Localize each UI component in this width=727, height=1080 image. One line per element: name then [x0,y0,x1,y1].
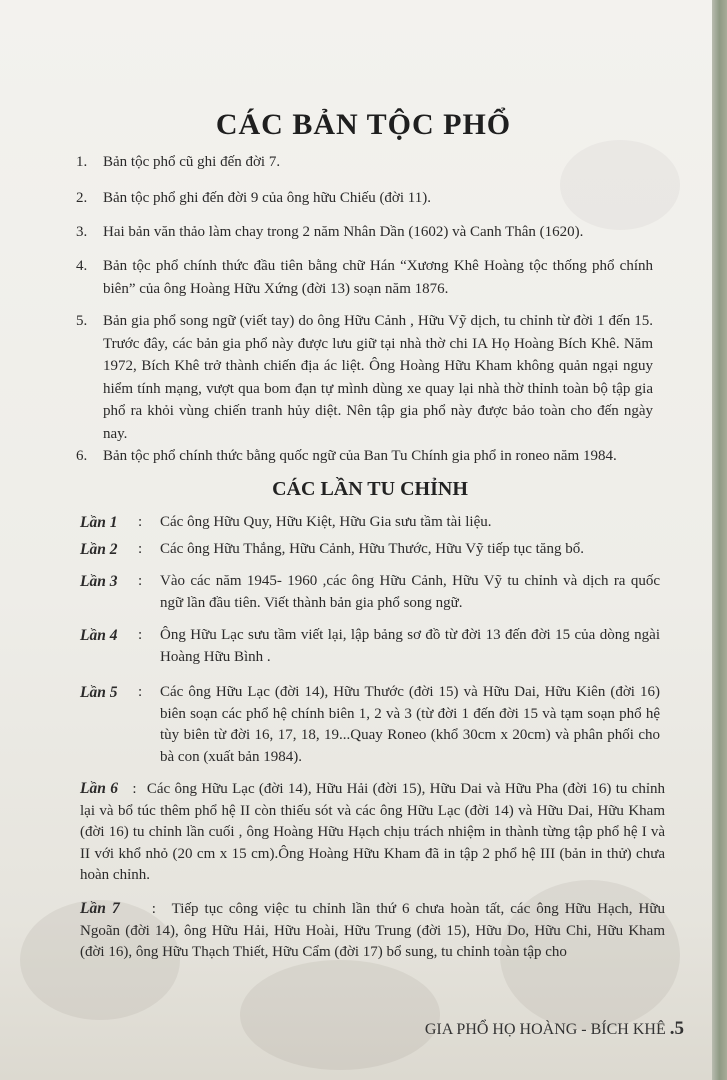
item-number: 3. [76,224,88,240]
revision-paragraph [80,898,665,964]
revision-separator: : [138,541,143,557]
revision-text: Các ông Hữu Lạc (đời 14), Hữu Hải (đời 15), Hữu Dai và Hữu Pha (đời 16) tu chỉnh lại và bổ túc thêm phổ hệ II còn thiếu sót và các ông Hữu Lạc (đời 14) và Hữu Dai, Hữu Kham (đời 16) tu chỉnh lần cuối , ông Hoàng Hữu Hạch chịu trách nhiệm in thành từng tập phổ hệ I và II với khổ nhỏ (20 cm x 15 cm).Ông Hoàng Hữu Kham đã in tập 2 phổ hệ III (bản in thử) chưa hoàn chỉnh. [80,781,666,883]
revision-text: Các ông Hữu Thắng, Hữu Cảnh, Hữu Thước, Hữu Vỹ tiếp tục tăng bổ. [160,541,584,557]
item-text: Hai bản văn thảo làm chay trong 2 năm Nhân Dần (1602) và Canh Thân (1620). [103,224,584,240]
revision-label: Lần 7 [80,900,120,917]
item-text: Bản tộc phổ chính thức đầu tiên bằng chữ Hán “Xương Khê Hoàng tộc thống phổ chính biên” của ông Hoàng Hữu Xứng (đời 13) soạn năm 1876. [103,258,653,297]
paper-stain [240,960,440,1070]
revision-text: Các ông Hữu Quy, Hữu Kiệt, Hữu Gia sưu tầm tài liệu. [160,514,492,530]
item-text: Bản gia phổ song ngữ (viết tay) do ông Hữu Cảnh , Hữu Vỹ dịch, tu chỉnh từ đời 1 đến 15. Trước đây, các bản gia phổ này được lưu giữ tại nhà thờ chi IA Họ Hoàng Bích Khê. Năm 1972, Bích Khê trở thành chiến địa ác liệt. Ông Hoàng Hữu Kham không quản ngại nguy hiểm tính mạng, vượt qua bom đạn tự mình dùng xe quay lại nhà thờ thỉnh toàn bộ tập gia phổ ra khỏi vùng chiến tranh hủy diệt. Nên tập gia phổ này được bảo toàn cho đến ngày nay. [103,313,653,442]
revision-entry [80,898,665,964]
item-text: Bản tộc phổ ghi đến đời 9 của ông hữu Chiếu (đời 11). [103,190,431,206]
footer-text: GIA PHỔ HỌ HOÀNG - BÍCH KHÊ [424,1021,666,1038]
item-text: Bản tộc phổ chính thức bằng quốc ngữ của Ban Tu Chính gia phổ in roneo năm 1984. [103,448,617,464]
revision-separator: : [138,514,143,530]
revision-label: Lần 5 [80,684,118,701]
revision-text: Tiếp tục công việc tu chỉnh lần thứ 6 chưa hoàn tất, các ông Hữu Hạch, Hữu Ngoãn (đời 14), ông Hữu Hải, Hữu Hoài, Hữu Trung (đời 15), Hữu Do, Hữu Chi, Hữu Kham (đời 16), ông Hữu Thạch Thiết, Hữu Cẩm (đời 17) bổ sung, tu chỉnh toàn tập cho [80,901,665,960]
revision-text: Vào các năm 1945- 1960 ,các ông Hữu Cảnh, Hữu Vỹ tu chỉnh và dịch ra quốc ngữ lần đầu tiên. Viết thành bản gia phổ song ngữ. [160,573,660,611]
item-number: 6. [76,448,88,464]
revision-separator: : [138,627,143,643]
item-number: 5. [76,313,88,329]
item-text: Bản tộc phổ cũ ghi đến đời 7. [103,154,281,170]
revision-label: Lần 1 [80,514,118,531]
page-title: CÁC BẢN TỘC PHỔ [215,108,512,141]
page-edge [712,0,727,1080]
page-footer [425,1018,684,1040]
section-subtitle: CÁC LẦN TU CHỈNH [272,478,468,500]
item-number: 4. [76,258,88,274]
item-number: 1. [76,154,88,170]
revision-separator: : [138,684,143,700]
revision-entry [80,778,665,887]
revision-separator: : [132,781,137,797]
revision-label: Lần 2 [80,541,118,558]
revision-separator: : [151,901,156,917]
revision-label: Lần 4 [80,627,118,644]
revision-text: Ông Hữu Lạc sưu tầm viết lại, lập bảng sơ đồ từ đời 13 đến đời 15 của dòng ngài Hoàng Hữu Bình . [160,627,660,665]
revision-paragraph [80,778,665,887]
revision-separator: : [138,573,143,589]
revision-text: Các ông Hữu Lạc (đời 14), Hữu Thước (đời 15) và Hữu Dai, Hữu Kiên (đời 16) biên soạn các phổ hệ chính biên 1, 2 và 3 (từ đời 1 đến đời 15 và tạm soạn phổ hệ tùy biên từ đời 16, 17, 18, 19...Quay Roneo (khổ 30cm x 20cm) và phân phối cho bà con (xuất bản 1984). [160,684,660,765]
item-number: 2. [76,190,88,206]
revision-label: Lần 6 [80,780,119,797]
revision-label: Lần 3 [80,573,118,590]
page-number: .5 [669,1018,684,1039]
